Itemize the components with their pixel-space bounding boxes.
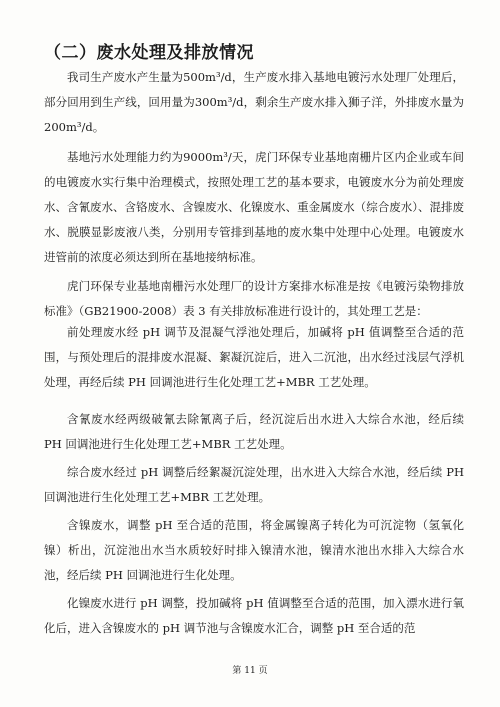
- paragraph-nickel-wastewater: 含镍废水，调整 pH 至合适的范围，将金属镍离子转化为可沉淀物（氢氧化镍）析出，沉淀池出水当水质较好时排入镍清水池，镍清水池出水排入大综合水池，经后续 PH 回调池进行生化处理。: [44, 518, 464, 582]
- paragraph-treatment-capacity: 基地污水处理能力约为9000m³/天，虎门环保专业基地南栅片区内企业或车间的电镀废水实行集中治理模式，按照处理工艺的基本要求，电镀废水分为前处理废水、含氰废水、含铬废水、含镍废水、化镍废水、重金属废水（综合废水）、混排废水、脱膜显影废液八类，分别用专管排到基地的废水集中处理中心处理。电镀废水进管前的浓度必须达到所在基地接纳标准。: [44, 150, 464, 264]
- paragraph-design-standard: 虎门环保专业基地南栅污水处理厂的设计方案排水标准是按《电镀污染物排放标准》（GB21900-2008）表 3 有关排放标准进行设计的，其处理工艺是：: [44, 279, 464, 318]
- paragraph-comprehensive-wastewater: 综合废水经过 pH 调整后经絮凝沉淀处理，出水进入大综合水池，经后续 PH 回调池进行生化处理工艺+MBR 工艺处理。: [44, 465, 464, 504]
- paragraph-pretreatment-wastewater: 前处理废水经 pH 调节及混凝气浮池处理后，加碱将 pH 值调整至合适的范围，与预处理后的混排废水混凝、絮凝沉淀后，进入二沉池，出水经过浅层气浮机处理，再经后续 PH 回调池进行生化处理工艺+MBR 工艺处理。: [44, 325, 464, 389]
- paragraph-cyanide-wastewater: 含氰废水经两级破氰去除氰离子后，经沉淀后出水进入大综合水池，经后续 PH 回调池进行生化处理工艺+MBR 工艺处理。: [44, 412, 464, 451]
- paragraph-chemical-nickel-wastewater: 化镍废水进行 pH 调整，投加碱将 pH 值调整至合适的范围，加入漂水进行氧化后，进入含镍废水的 pH 调节池与含镍废水汇合，调整 pH 至合适的范: [44, 596, 464, 635]
- page-number: 第 11 页: [232, 666, 268, 676]
- section-title: （二）废水处理及排放情况: [44, 43, 254, 63]
- paragraph-wastewater-volume: 我司生产废水产生量为500m³/d，生产废水排入基地电镀污水处理厂处理后，部分回用到生产线，回用量为300m³/d，剩余生产废水排入狮子洋，外排废水量为200m³/d。: [44, 70, 464, 134]
